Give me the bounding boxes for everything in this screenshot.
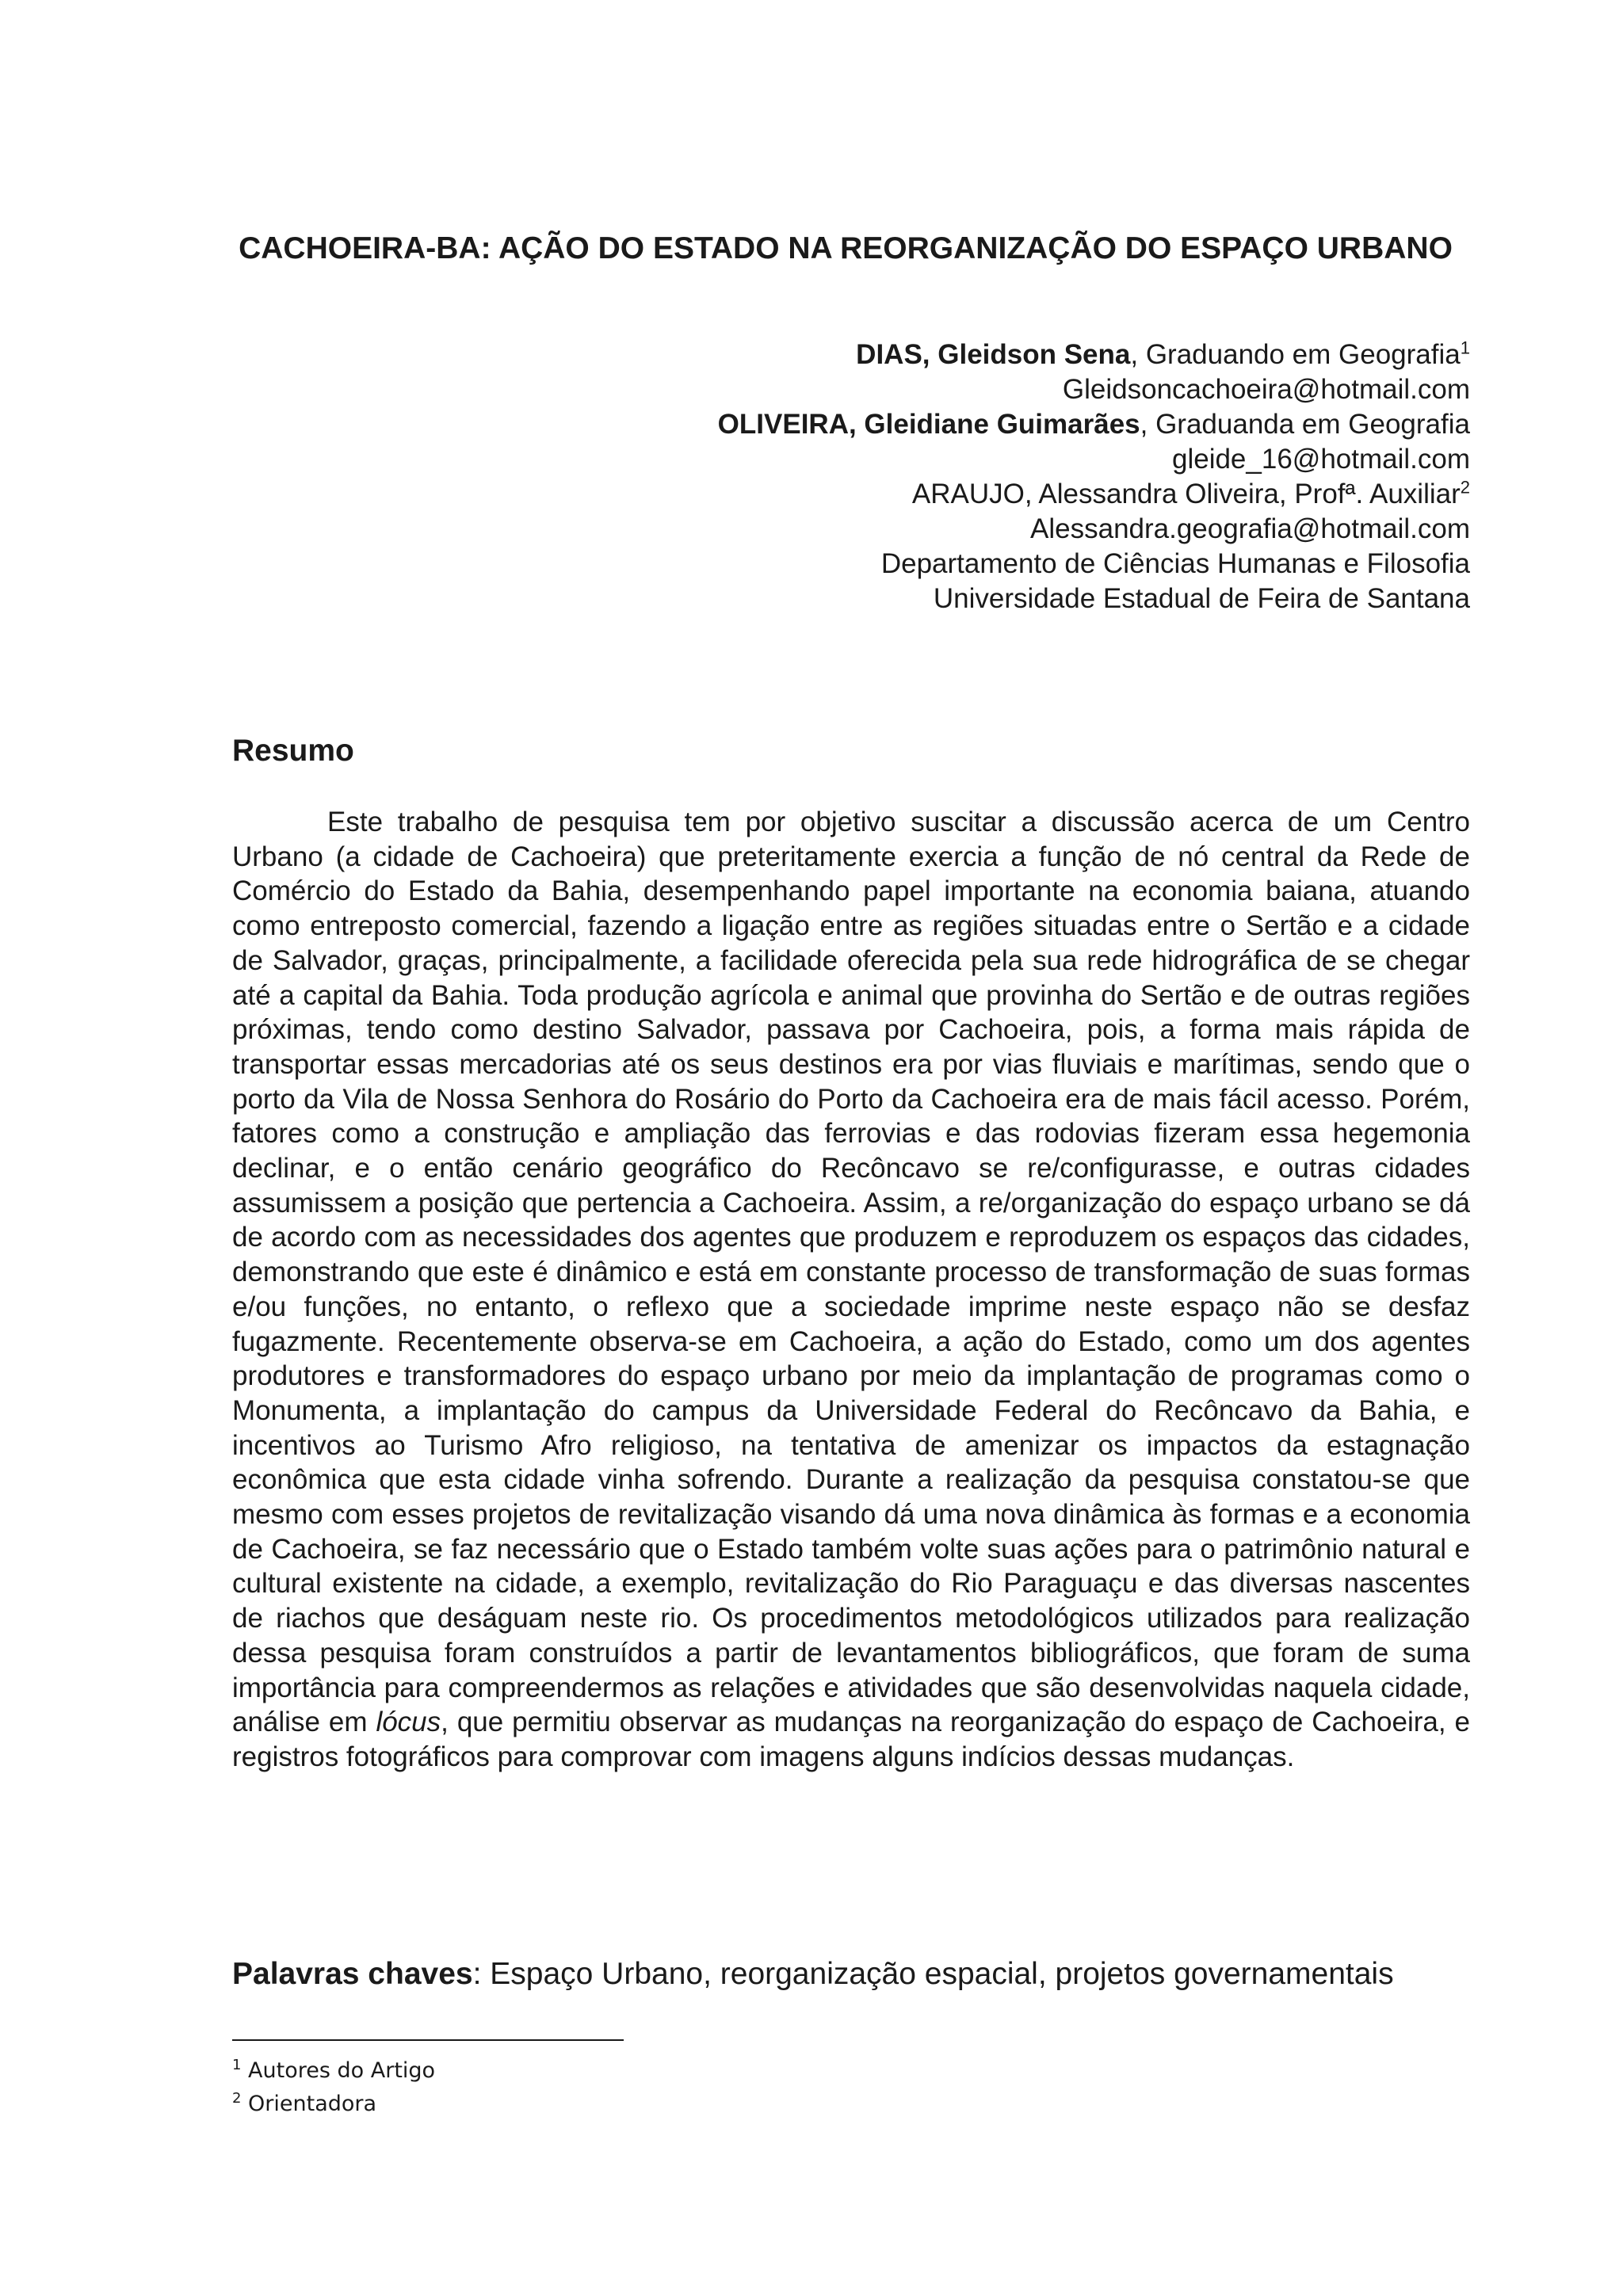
keywords-label: Palavras chaves [232,1957,473,1991]
author-1 [440,338,1470,372]
abstract-heading: Resumo [232,734,354,768]
affiliation-department: Departamento de Ciências Humanas e Filosofia [880,548,1470,579]
keywords-line [232,1957,1516,1992]
footnote-divider [232,2039,624,2041]
keywords-text: : Espaço Urbano, reorganização espacial, projetos governamentais [472,1957,1394,1991]
author-3-name: ARAUJO, Alessandra Oliveira, Profª. Auxiliar [911,479,1461,509]
author-3-footnote-ref[interactable]: 2 [1460,477,1470,498]
footnote-1-text: Autores do Artigo [248,2058,436,2083]
author-2 [440,407,1470,442]
author-3 [440,477,1470,512]
paper-title: CACHOEIRA-BA: AÇÃO DO ESTADO NA REORGANIZAÇÃO DO ESPAÇO URBANO [239,231,1453,265]
affiliation-university: Universidade Estadual de Feira de Santana [933,583,1470,614]
abstract-body [232,805,1470,1775]
author-1-name: DIAS, Gleidson Sena [856,339,1131,370]
footnote-1 [232,2054,435,2088]
footnote-2 [232,2088,435,2121]
footnote-2-text: Orientadora [248,2092,377,2116]
abstract-text-part-1: Este trabalho de pesquisa tem por objetivo suscitar a discussão acerca de um Centro Urbano (a cidade de Cachoeira) que preteritamente exercia a função de nó central da Rede de Comércio do Estado da Bahia, desempenhando papel importante na economia baiana, atuando como entreposto comercial, fazendo a ligação entre as regiões situadas entre o Sertão e a cidade de Salvador, graças, principalmente, a facilidade oferecida pela sua rede hidrográfica de se chegar até a capital da Bahia. Toda produção agrícola e animal que provinha do Sertão e de outras regiões próximas, tendo como destino Salvador, passava por Cachoeira, pois, a forma mais rápida de transportar essas mercadorias até os seus destinos era por vias fluviais e marítimas, sendo que o porto da Vila de Nossa Senhora do Rosário do Porto da Cachoeira era de mais fácil acesso. Porém, fatores como a construção e ampliação das ferrovias e das rodovias fizeram essa hegemonia declinar, e o então cenário geográfico do Recôncavo se re/configurasse, e outras cidades assumissem a posição que pertencia a Cachoeira. Assim, a re/organização do espaço urbano se dá de acordo com as necessidades dos agentes que produzem e reproduzem os espaços das cidades, demonstrando que este é dinâmico e está em constante processo de transformação de suas formas e/ou funções, no entanto, o reflexo que a sociedade imprime neste espaço não se desfaz fugazmente. Recentemente observa-se em Cachoeira, a ação do Estado, como um dos agentes produtores e transformadores do espaço urbano por meio da implantação de programas como o Monumenta, a implantação do campus da Universidade Federal do Recôncavo da Bahia, e incentivos ao Turismo Afro religioso, na tentativa de amenizar os impactos da estagnação econômica que esta cidade vinha sofrendo. Durante a realização da pesquisa constatou-se que mesmo com esses projetos de revitalização visando dá uma nova dinâmica às formas e a economia de Cachoeira, se faz necessário que o Estado também volte suas ações para o patrimônio natural e cultural existente na cidade, a exemplo, revitalização do Rio Paraguaçu e das diversas nascentes de riachos que deságuam neste rio. Os procedimentos metodológicos utilizados para realização dessa pesquisa foram construídos a partir de levantamentos bibliográficos, que foram de suma importância para compreendermos as relações e atividades que são desenvolvidas naquela cidade, análise em [232,807,1470,1738]
author-2-role: , Graduanda em Geografia [1140,409,1470,440]
footnote-2-number: 2 [232,2090,242,2107]
author-block [440,338,1470,616]
author-3-email[interactable]: Alessandra.geografia@hotmail.com [1030,513,1470,544]
author-1-role: , Graduando em Geografia [1130,339,1461,370]
author-2-name: OLIVEIRA, Gleidiane Guimarães [717,409,1140,440]
abstract-text-part-2: , que permitiu observar as mudanças na reorganização do espaço de Cachoeira, e registros fotográficos para comprovar com imagens alguns indícios dessas mudanças. [232,1707,1470,1772]
footnotes [232,2054,435,2121]
author-2-email[interactable]: gleide_16@hotmail.com [1171,444,1470,475]
author-1-email[interactable]: Gleidsoncachoeira@hotmail.com [1062,374,1470,405]
abstract-italic-term: lócus [376,1707,441,1738]
author-1-footnote-ref[interactable]: 1 [1460,338,1470,358]
footnote-1-number: 1 [232,2057,242,2073]
